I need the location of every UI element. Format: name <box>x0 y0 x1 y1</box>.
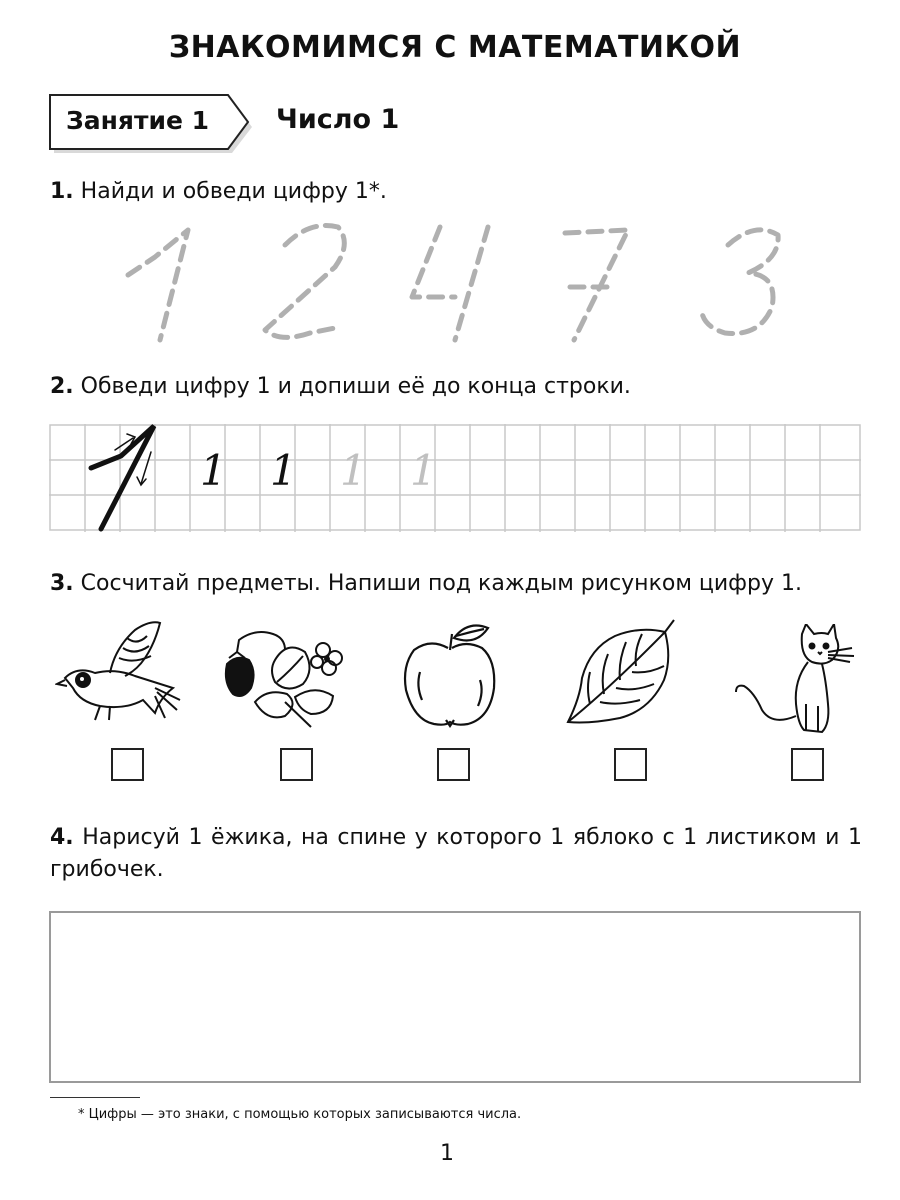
sample-digit: 1 <box>200 446 227 495</box>
task-text: Найди и обведи цифру 1*. <box>80 179 387 204</box>
answer-box-strawberry[interactable] <box>280 748 313 781</box>
answer-box-leaf[interactable] <box>614 748 647 781</box>
task-4 <box>50 822 862 886</box>
page-number: 1 <box>440 1141 454 1166</box>
lesson-topic: Число 1 <box>276 104 400 135</box>
page-title: ЗНАКОМИМСЯ С МАТЕМАТИКОЙ <box>168 30 742 65</box>
drawing-area[interactable] <box>49 911 861 1083</box>
dashed-digit-7 <box>565 230 628 340</box>
sample-digit-light: 1 <box>340 446 367 495</box>
footnote: * Цифры — это знаки, с помощью которых записываются числа. <box>78 1107 522 1122</box>
writing-grid[interactable] <box>49 424 861 532</box>
answer-box-apple[interactable] <box>437 748 470 781</box>
task-text: Нарисуй 1 ёжика, на спине у которого 1 яблоко с 1 листиком и 1 грибочек. <box>50 825 862 882</box>
bird-icon <box>55 618 185 728</box>
task-2 <box>50 371 631 403</box>
task-number: 2. <box>50 374 74 399</box>
strawberry-icon <box>215 622 350 730</box>
dashed-digits[interactable] <box>100 215 800 350</box>
sample-digit-light: 1 <box>410 446 437 495</box>
leaf-icon <box>560 618 680 728</box>
task-3 <box>50 568 802 600</box>
answer-box-cat[interactable] <box>791 748 824 781</box>
dashed-digit-3 <box>702 230 778 334</box>
task-text: Обведи цифру 1 и допиши её до конца строки. <box>80 374 631 399</box>
task-text: Сосчитай предметы. Напиши под каждым рисунком цифру 1. <box>80 571 802 596</box>
sample-digit: 1 <box>270 446 297 495</box>
dashed-digit-1 <box>128 230 188 340</box>
footnote-rule <box>50 1097 140 1098</box>
task-number: 3. <box>50 571 74 596</box>
cat-icon <box>732 624 862 736</box>
task-number: 1. <box>50 179 74 204</box>
apple-icon <box>400 620 500 732</box>
task-1 <box>50 176 387 208</box>
task-number: 4. <box>50 825 74 850</box>
answer-box-bird[interactable] <box>111 748 144 781</box>
dashed-digit-2 <box>265 225 344 337</box>
dashed-digit-4 <box>412 227 488 340</box>
lesson-label: Занятие 1 <box>66 106 210 135</box>
stroke-order-sample <box>91 426 154 529</box>
